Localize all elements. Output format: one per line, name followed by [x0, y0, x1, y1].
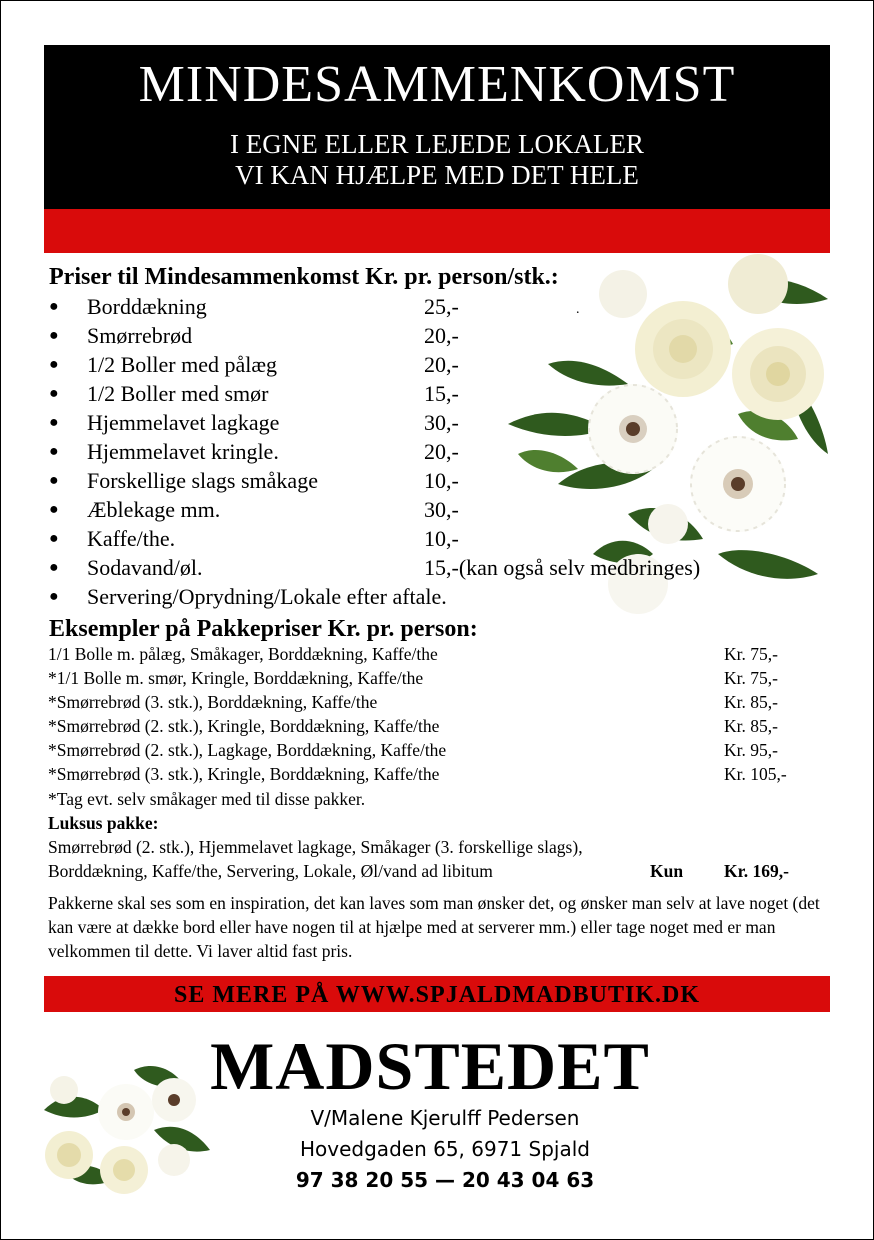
package-price: Kr. 75,-	[724, 644, 778, 664]
luksus-title: Luksus pakke:	[48, 813, 159, 833]
package-price: Kr. 75,-	[724, 668, 778, 688]
price-item-price: 10,-	[424, 526, 459, 551]
price-list-title: Priser til Mindesammenkomst Kr. pr. person/stk.:	[49, 264, 559, 290]
luksus-line-1: Smørrebrød (2. stk.), Hjemmelavet lagkage, Småkager (3. forskellige slags),	[48, 837, 583, 857]
package-desc: 1/1 Bolle m. pålæg, Småkager, Borddækning, Kaffe/the	[48, 644, 438, 664]
price-item-name: Hjemmelavet kringle.	[87, 439, 279, 464]
price-item-price: 25,-	[424, 294, 459, 319]
package-desc: *Smørrebrød (2. stk.), Kringle, Borddækning, Kaffe/the	[48, 716, 440, 736]
price-item-name: Kaffe/the.	[87, 526, 176, 551]
price-item-name: Sodavand/øl.	[87, 555, 203, 580]
header-subtitle-2: VI KAN HJÆLPE MED DET HELE	[235, 160, 639, 190]
header-subtitle-1: I EGNE ELLER LEJEDE LOKALER	[230, 129, 644, 159]
bullet: ●	[49, 559, 59, 576]
bullet: ●	[49, 588, 59, 605]
owner-name: V/Malene Kjerulff Pedersen	[310, 1106, 580, 1130]
price-item-price: 10,-	[424, 468, 459, 493]
package-desc: *Smørrebrød (2. stk.), Lagkage, Borddækning, Kaffe/the	[48, 740, 447, 760]
price-item-name: Æblekage mm.	[87, 497, 221, 522]
price-item-name: Servering/Oprydning/Lokale efter aftale.	[87, 584, 447, 609]
luksus-line-2: Borddækning, Kaffe/the, Servering, Lokale, Øl/vand ad libitum	[48, 861, 493, 881]
package-item	[48, 642, 828, 666]
red-divider-bar	[44, 209, 830, 253]
price-item-name: 1/2 Boller med pålæg	[87, 352, 278, 377]
price-item-price: 20,-	[424, 352, 459, 377]
bullet: ●	[49, 385, 59, 402]
package-note: *Tag evt. selv småkager med til disse pakker.	[48, 789, 366, 809]
price-item-name: Forskellige slags småkage	[87, 468, 318, 493]
package-item	[48, 738, 828, 762]
bullet: ●	[49, 530, 59, 547]
page-title: MINDESAMMENKOMST	[138, 56, 736, 113]
address: Hovedgaden 65, 6971 Spjald	[300, 1137, 590, 1161]
package-list	[48, 642, 828, 786]
package-item	[48, 666, 828, 690]
price-item-price: 30,-	[424, 497, 459, 522]
bullet: ●	[49, 443, 59, 460]
package-item	[48, 690, 828, 714]
price-item-name: Smørrebrød	[87, 323, 193, 348]
package-desc: *1/1 Bolle m. smør, Kringle, Borddækning, Kaffe/the	[48, 668, 424, 688]
package-item	[48, 714, 828, 738]
price-item-price: 15,-	[424, 381, 459, 406]
package-list-title: Eksempler på Pakkepriser Kr. pr. person:	[49, 616, 478, 642]
stray-dot: .	[576, 302, 580, 317]
package-desc: *Smørrebrød (3. stk.), Borddækning, Kaffe/the	[48, 692, 378, 712]
package-price: Kr. 105,-	[724, 764, 787, 784]
price-item-price: 30,-	[424, 410, 459, 435]
phone-numbers: 97 38 20 55 — 20 43 04 63	[295, 1168, 595, 1192]
price-item-price: 20,-	[424, 323, 459, 348]
package-price: Kr. 95,-	[724, 740, 778, 760]
info-paragraph: Pakkerne skal ses som en inspiration, det kan laves som man ønsker det, og ønsker man selv at lave noget (det kan være at dække bord eller have nogen til at hjælpe med at serverer mm.) eller tage noget med er man velkommen til dette. Vi laver altid fast pris.	[48, 893, 820, 961]
bullet: ●	[49, 327, 59, 344]
bullet: ●	[49, 472, 59, 489]
bullet: ●	[49, 356, 59, 373]
price-item-price: 15,-(kan også selv medbringes)	[424, 555, 701, 580]
price-item-name: 1/2 Boller med smør	[87, 381, 269, 406]
price-item-name: Hjemmelavet lagkage	[87, 410, 280, 435]
price-item-price: 20,-	[424, 439, 459, 464]
header-banner	[44, 45, 830, 209]
luksus-price: Kr. 169,-	[724, 861, 789, 881]
package-price: Kr. 85,-	[724, 716, 778, 736]
luksus-kun-label: Kun	[650, 861, 684, 881]
package-price: Kr. 85,-	[724, 692, 778, 712]
package-item	[48, 762, 828, 786]
bullet: ●	[49, 414, 59, 431]
package-desc: *Smørrebrød (3. stk.), Kringle, Borddækning, Kaffe/the	[48, 764, 440, 784]
brand-name: MADSTEDET	[210, 1028, 650, 1104]
bullet: ●	[49, 501, 59, 518]
flower-corner-image	[44, 1050, 210, 1198]
website-banner[interactable]: SE MERE PÅ WWW.SPJALDMADBUTIK.DK	[44, 976, 830, 1012]
price-item-name: Borddækning	[87, 294, 207, 319]
bullet: ●	[49, 298, 59, 315]
